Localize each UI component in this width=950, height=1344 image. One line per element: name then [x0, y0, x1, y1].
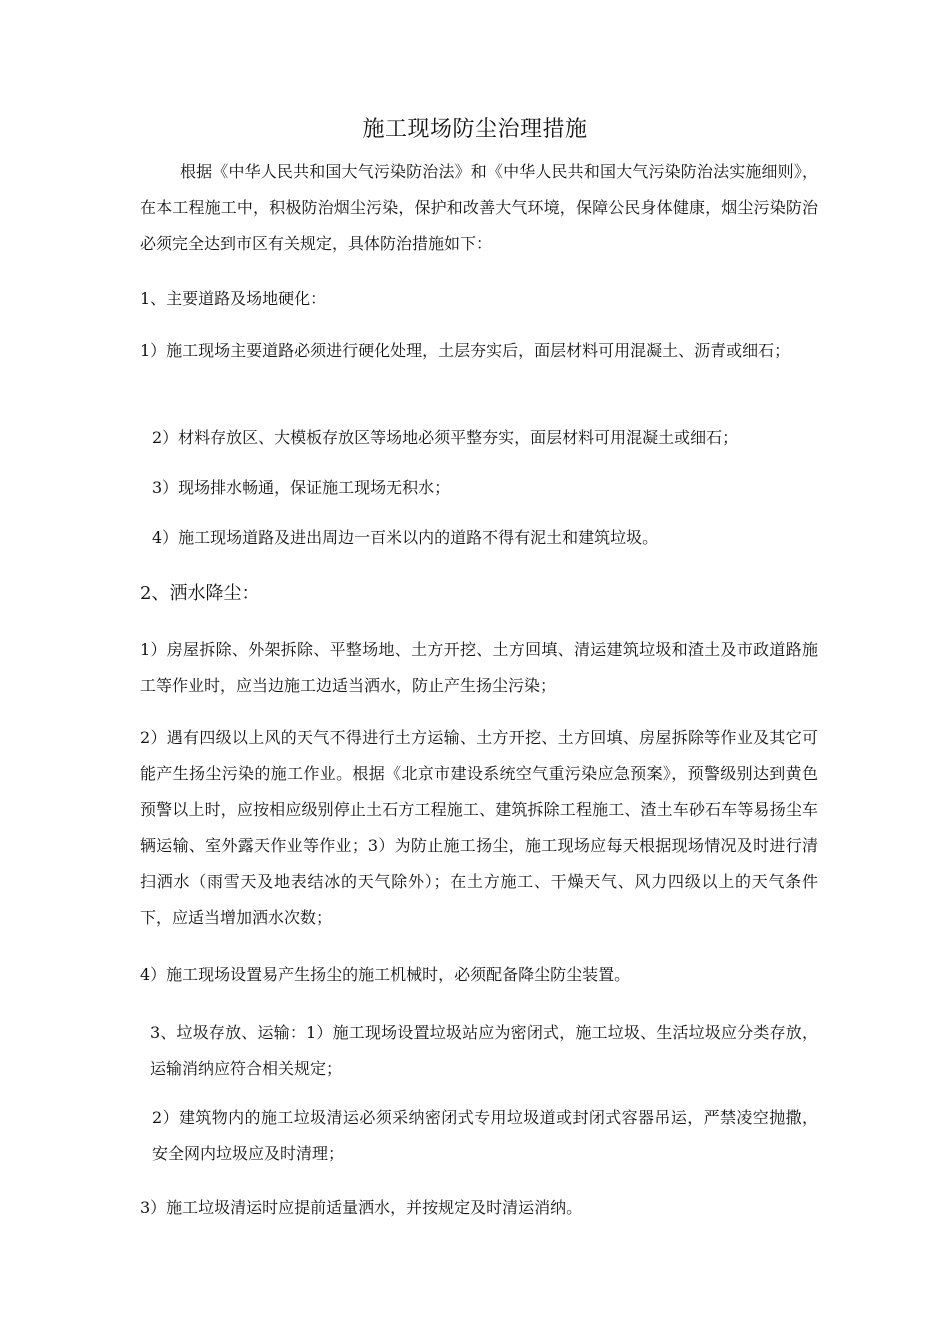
section-1-heading: 1、主要道路及场地硬化：: [140, 289, 327, 308]
section-2-heading: 2、洒水降尘：: [140, 583, 260, 604]
section-3-paragraph-1: 3、垃圾存放、运输：1）施工现场设置垃圾站应为密闭式，施工垃圾、生活垃圾应分类存放，运输消纳应符合相关规定；: [150, 1023, 818, 1078]
section-3-item-3: 3）施工垃圾清运时应提前适量洒水，并按规定及时清运消纳。: [140, 1198, 583, 1217]
section-1-item-2: 2）材料存放区、大模板存放区等场地必须平整夯实，面层材料可用混凝土或细石；: [152, 428, 739, 447]
intro-paragraph: 根据《中华人民共和国大气污染防治法》和《中华人民共和国大气污染防治法实施细则》，在本工程施工中，积极防治烟尘污染，保护和改善大气环境，保障公民身体健康，烟尘污染防治必须完全达到市区有关规定，具体防治措施如下：: [140, 162, 818, 253]
section-1-item-1: 1）施工现场主要道路必须进行硬化处理，土层夯实后，面层材料可用混凝土、沥青或细石；: [140, 341, 791, 360]
section-2-item-2: 2）遇有四级以上风的天气不得进行土方运输、土方开挖、土方回填、房屋拆除等作业及其它可能产生扬尘污染的施工作业。根据《北京市建设系统空气重污染应急预案》，预警级别达到黄色预警以上时，应按相应级别停止土石方工程施工、建筑拆除工程施工、渣土车砂石车等易扬尘车辆运输、室外露天作业等作业；3）为防止施工扬尘，施工现场应每天根据现场情况及时进行清扫洒水（雨雪天及地表结冰的天气除外）；在土方施工、干燥天气、风力四级以上的天气条件下，应适当增加洒水次数；: [140, 728, 818, 927]
section-1-item-3: 3）现场排水畅通，保证施工现场无积水；: [152, 478, 451, 497]
section-2-item-4: 4）施工现场设置易产生扬尘的施工机械时，必须配备降尘防尘装置。: [140, 965, 631, 984]
document-title: 施工现场防尘治理措施: [362, 117, 588, 142]
section-3-item-2: 2）建筑物内的施工垃圾清运必须采纳密闭式专用垃圾道或封闭式容器吊运，严禁凌空抛撒，安全网内垃圾应及时清理；: [152, 1108, 818, 1163]
section-1-item-4: 4）施工现场道路及进出周边一百米以内的道路不得有泥土和建筑垃圾。: [152, 528, 659, 547]
section-2-item-1: 1）房屋拆除、外架拆除、平整场地、土方开挖、土方回填、清运建筑垃圾和渣土及市政道路施工等作业时，应当边施工边适当洒水，防止产生扬尘污染；: [140, 640, 818, 695]
